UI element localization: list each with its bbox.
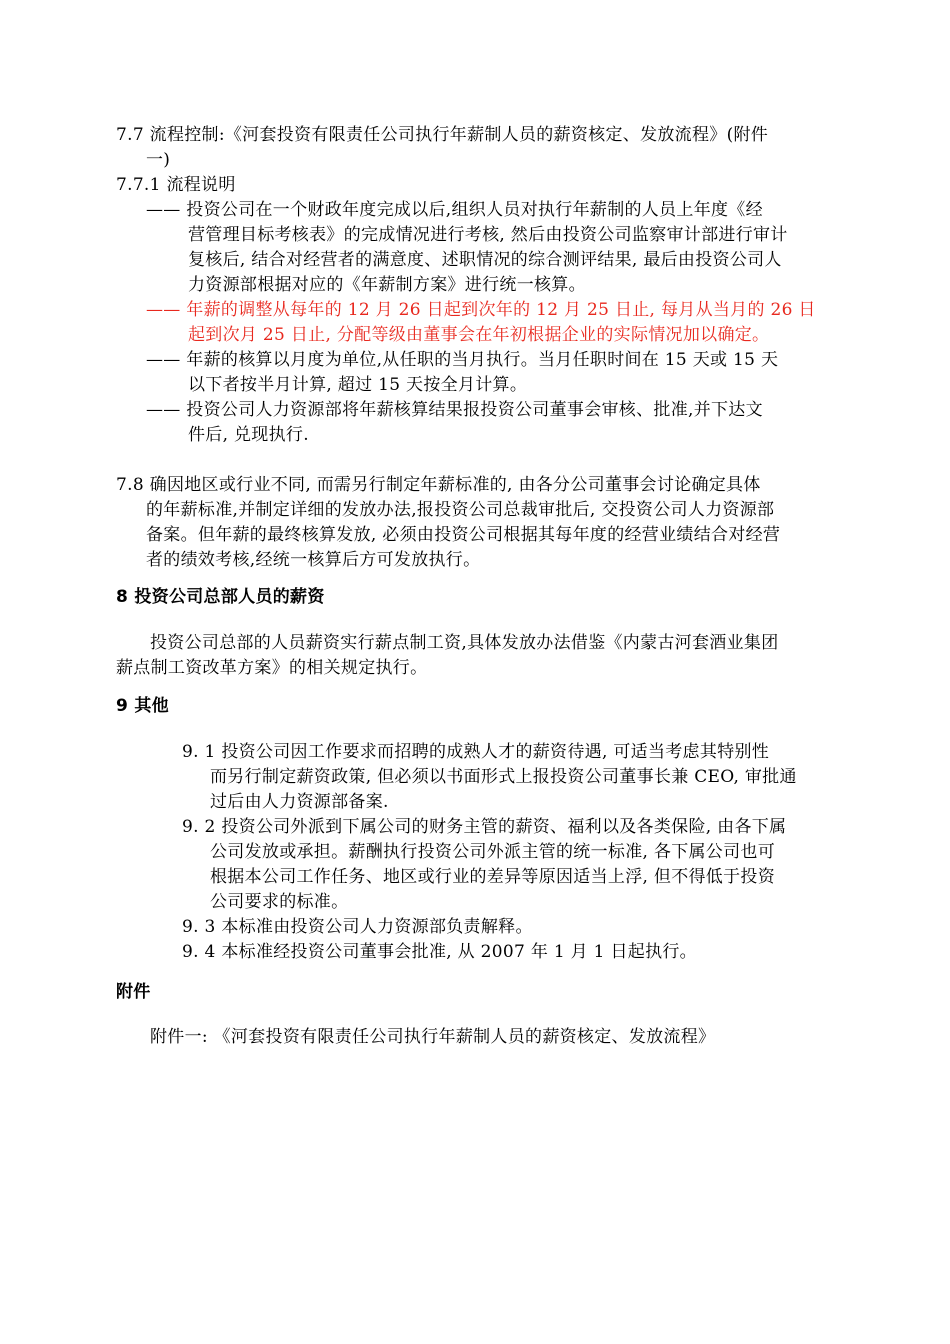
section-7-8-line-4: 者的绩效考核,经统一核算后方可发放执行。 xyxy=(146,550,481,570)
bullet-2-line-2: 起到次月 25 日止, 分配等级由董事会在年初根据企业的实际情况加以确定。 xyxy=(188,325,770,345)
bullet-4-line-2: 件后, 兑现执行. xyxy=(188,425,309,445)
item-9-1-line-2: 而另行制定薪资政策, 但必须以书面形式上报投资公司董事长兼 CEO, 审批通 xyxy=(210,767,797,787)
section-8-heading: 8 投资公司总部人员的薪资 xyxy=(116,587,325,607)
attachment-line-1: 附件一: 《河套投资有限责任公司执行年薪制人员的薪资核定、发放流程》 xyxy=(150,1027,716,1047)
item-9-1-line-1: 9. 1 投资公司因工作要求而招聘的成熟人才的薪资待遇, 可适当考虑其特别性 xyxy=(182,742,770,762)
bullet-1-line-4: 力资源部根据对应的《年薪制方案》进行统一核算。 xyxy=(188,275,586,295)
bullet-1-line-2: 营管理目标考核表》的完成情况进行考核, 然后由投资公司监察审计部进行审计 xyxy=(188,225,788,245)
item-9-2-line-3: 根据本公司工作任务、地区或行业的差异等原因适当上浮, 但不得低于投资 xyxy=(210,867,776,887)
item-9-1-line-3: 过后由人力资源部备案. xyxy=(210,792,389,812)
item-9-4-line-1: 9. 4 本标准经投资公司董事会批准, 从 2007 年 1 月 1 日起执行。 xyxy=(182,942,697,962)
attachment-heading: 附件 xyxy=(116,982,151,1002)
section-7-8-line-1: 7.8 确因地区或行业不同, 而需另行制定年薪标准的, 由各分公司董事会讨论确定具体 xyxy=(116,475,761,495)
section-8-line-2: 薪点制工资改革方案》的相关规定执行。 xyxy=(116,658,428,678)
bullet-3-line-1: —— 年薪的核算以月度为单位,从任职的当月执行。当月任职时间在 15 天或 15 天 xyxy=(146,350,779,370)
section-7-7-line-2: 一) xyxy=(146,150,171,170)
item-9-2-line-4: 公司要求的标准。 xyxy=(210,892,349,912)
bullet-3-line-2: 以下者按半月计算, 超过 15 天按全月计算。 xyxy=(188,375,528,395)
bullet-2-line-1: —— 年薪的调整从每年的 12 月 26 日起到次年的 12 月 25 日止, 每月从当月的 26 日 xyxy=(146,300,816,320)
section-9-heading: 9 其他 xyxy=(116,696,169,716)
bullet-4-line-1: —— 投资公司人力资源部将年薪核算结果报投资公司董事会审核、批准,并下达文 xyxy=(146,400,763,420)
bullet-1-line-3: 复核后, 结合对经营者的满意度、述职情况的综合测评结果, 最后由投资公司人 xyxy=(188,250,782,270)
section-7-7-1-heading: 7.7.1 流程说明 xyxy=(116,175,236,195)
item-9-2-line-2: 公司发放或承担。薪酬执行投资公司外派主管的统一标准, 各下属公司也可 xyxy=(210,842,776,862)
bullet-1-line-1: —— 投资公司在一个财政年度完成以后,组织人员对执行年薪制的人员上年度《经 xyxy=(146,200,763,220)
item-9-3-line-1: 9. 3 本标准由投资公司人力资源部负责解释。 xyxy=(182,917,533,937)
section-8-line-1: 投资公司总部的人员薪资实行薪点制工资,具体发放办法借鉴《内蒙古河套酒业集团 xyxy=(150,633,779,653)
section-7-7-line-1: 7.7 流程控制:《河套投资有限责任公司执行年薪制人员的薪资核定、发放流程》(附件 xyxy=(116,125,769,145)
item-9-2-line-1: 9. 2 投资公司外派到下属公司的财务主管的薪资、福利以及各类保险, 由各下属 xyxy=(182,817,787,837)
section-7-8-line-3: 备案。但年薪的最终核算发放, 必须由投资公司根据其每年度的经营业绩结合对经营 xyxy=(146,525,781,545)
section-7-8-line-2: 的年薪标准,并制定详细的发放办法,报投资公司总裁审批后, 交投资公司人力资源部 xyxy=(146,500,775,520)
